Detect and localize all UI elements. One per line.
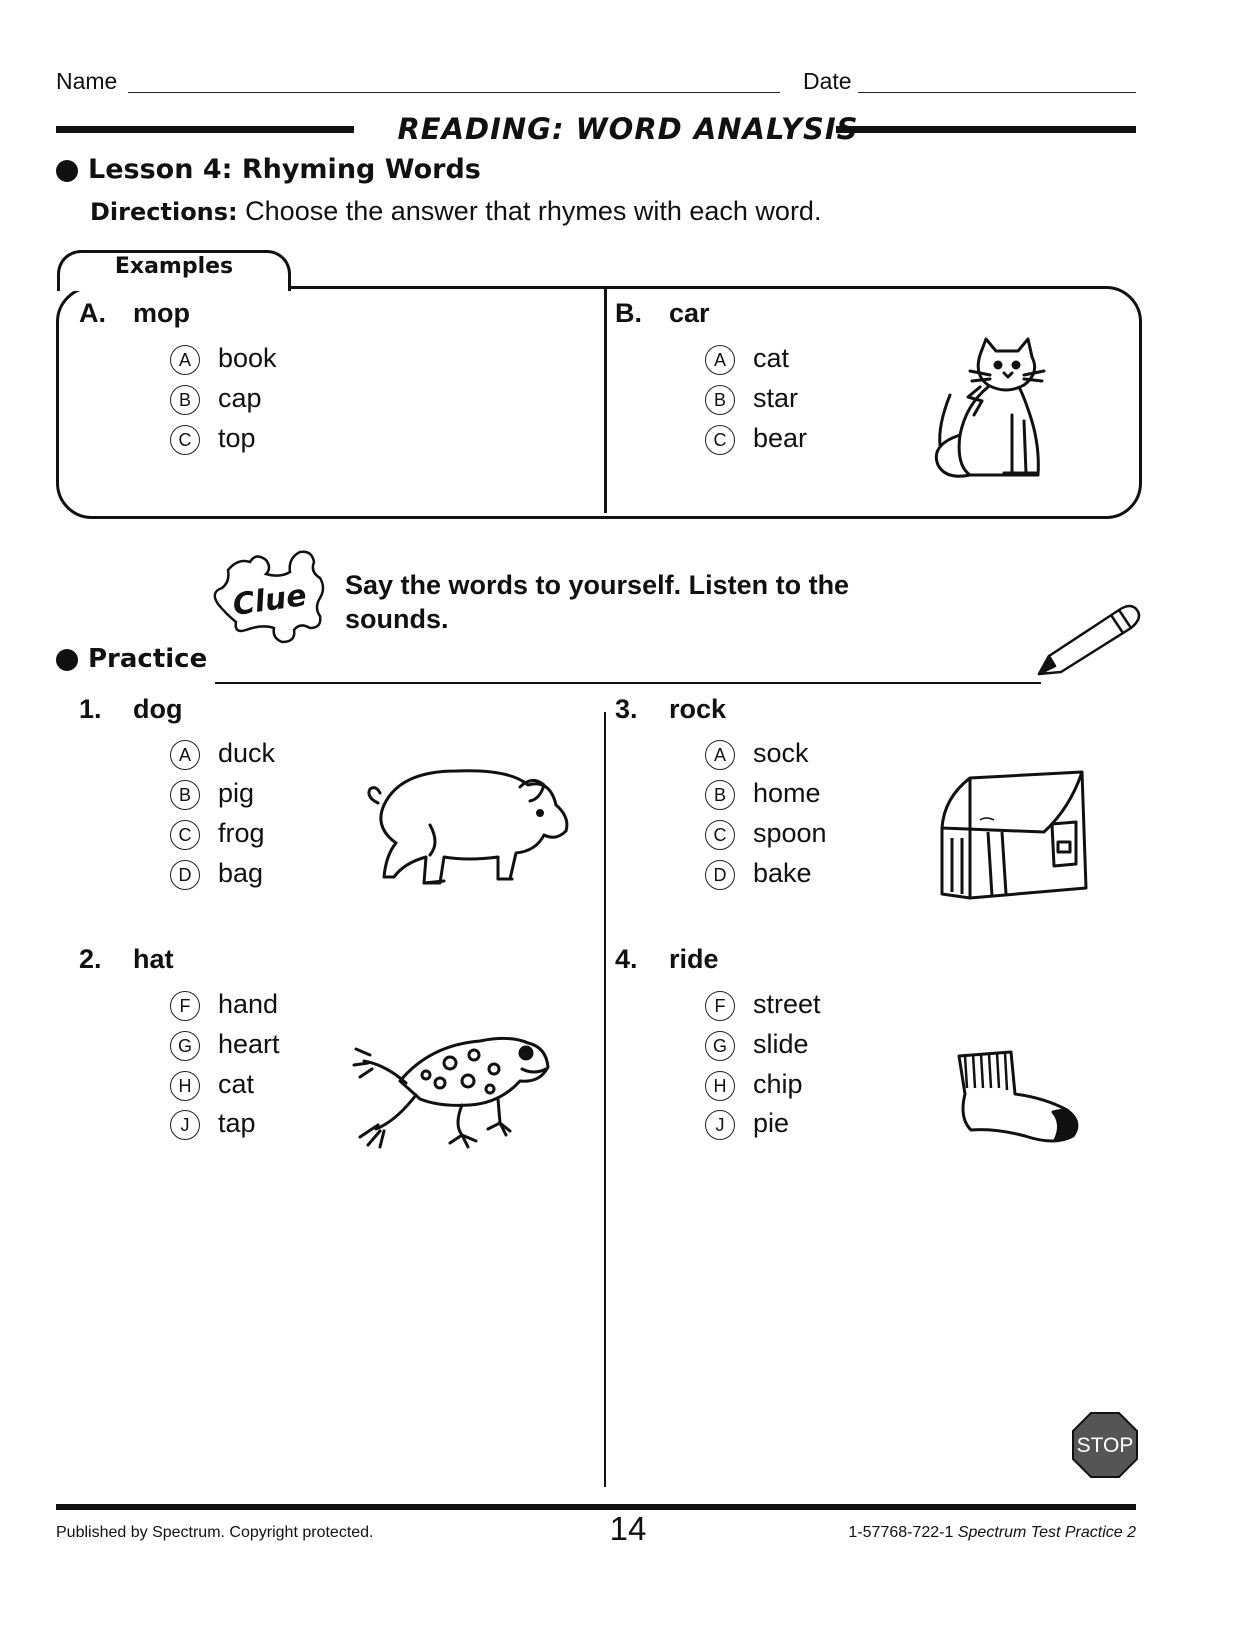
section-title: READING: WORD ANALYSIS bbox=[397, 112, 859, 146]
directions bbox=[90, 196, 821, 227]
question-3-label: 3. bbox=[615, 694, 638, 724]
answer-bubble[interactable]: B bbox=[170, 780, 200, 810]
option-text: duck bbox=[218, 738, 276, 768]
answer-bubble[interactable]: C bbox=[705, 820, 735, 850]
stop-sign-text: STOP bbox=[1076, 1434, 1134, 1457]
question-3-word: rock bbox=[669, 694, 727, 724]
cat-icon bbox=[920, 335, 1050, 485]
option-text: chip bbox=[753, 1069, 803, 1099]
date-label: Date bbox=[803, 68, 852, 94]
example-b-option-a[interactable] bbox=[705, 342, 789, 374]
question-4-option-j[interactable] bbox=[705, 1107, 789, 1139]
bullet-icon bbox=[56, 649, 78, 671]
question-1-option-d[interactable] bbox=[170, 857, 263, 889]
question-1-option-c[interactable] bbox=[170, 817, 265, 849]
footer-right bbox=[848, 1524, 1136, 1542]
question-2-option-f[interactable] bbox=[170, 988, 278, 1020]
answer-bubble[interactable]: A bbox=[170, 345, 200, 375]
question-4-option-f[interactable] bbox=[705, 988, 821, 1020]
footer-isbn: 1-57768-722-1 bbox=[848, 1524, 954, 1541]
example-b-prompt bbox=[615, 298, 710, 329]
question-1-word: dog bbox=[133, 694, 183, 724]
option-text: hand bbox=[218, 989, 279, 1019]
example-a-word: mop bbox=[133, 298, 190, 328]
option-text: sock bbox=[753, 738, 809, 768]
answer-bubble[interactable]: A bbox=[705, 740, 735, 770]
clue-text-line-2: sounds. bbox=[345, 604, 449, 634]
option-text: pig bbox=[218, 778, 255, 808]
question-3-option-d[interactable] bbox=[705, 857, 812, 889]
option-text: slide bbox=[753, 1029, 809, 1059]
lesson-title-row bbox=[56, 154, 481, 185]
answer-bubble[interactable]: C bbox=[170, 425, 200, 455]
frog-icon bbox=[350, 1025, 565, 1165]
example-a-prompt bbox=[79, 298, 190, 329]
footer-series: Spectrum Test Practice 2 bbox=[957, 1524, 1136, 1541]
page-number: 14 bbox=[609, 1510, 647, 1547]
example-a-option-a[interactable] bbox=[170, 342, 277, 374]
question-1-label: 1. bbox=[79, 694, 102, 724]
examples-divider bbox=[604, 287, 607, 513]
practice-rule bbox=[215, 682, 1041, 684]
answer-bubble[interactable]: G bbox=[705, 1031, 735, 1061]
lesson-title: Lesson 4: Rhyming Words bbox=[88, 154, 481, 185]
option-text: bag bbox=[218, 858, 264, 888]
option-text: cat bbox=[218, 1069, 255, 1099]
option-text: book bbox=[218, 343, 277, 373]
directions-label: Directions: bbox=[90, 198, 238, 226]
answer-bubble[interactable]: J bbox=[170, 1110, 200, 1140]
name-label: Name bbox=[56, 68, 118, 94]
answer-bubble[interactable]: D bbox=[705, 860, 735, 890]
examples-tab: Examples bbox=[57, 250, 291, 291]
answer-bubble[interactable]: C bbox=[705, 425, 735, 455]
pig-icon bbox=[360, 765, 575, 895]
question-2-label: 2. bbox=[79, 944, 102, 974]
name-field-row bbox=[56, 68, 117, 95]
example-b-option-c[interactable] bbox=[705, 422, 807, 454]
bullet-icon bbox=[56, 160, 78, 182]
option-text: heart bbox=[218, 1029, 280, 1059]
question-4-word: ride bbox=[669, 944, 719, 974]
example-b-label: B. bbox=[615, 298, 642, 328]
question-1-option-b[interactable] bbox=[170, 777, 254, 809]
option-text: home bbox=[753, 778, 821, 808]
option-text: bake bbox=[753, 858, 812, 888]
answer-bubble[interactable]: B bbox=[705, 385, 735, 415]
clue-puzzle-icon bbox=[210, 548, 330, 646]
question-3-option-b[interactable] bbox=[705, 777, 821, 809]
backpack-icon bbox=[940, 768, 1100, 908]
answer-bubble[interactable]: F bbox=[705, 991, 735, 1021]
question-4-label: 4. bbox=[615, 944, 638, 974]
answer-bubble[interactable]: F bbox=[170, 991, 200, 1021]
answer-bubble[interactable]: H bbox=[705, 1071, 735, 1101]
question-3-option-a[interactable] bbox=[705, 737, 809, 769]
question-3-option-c[interactable] bbox=[705, 817, 827, 849]
directions-text: Choose the answer that rhymes with each word. bbox=[245, 196, 822, 226]
name-input-line[interactable] bbox=[128, 92, 780, 93]
answer-bubble[interactable]: G bbox=[170, 1031, 200, 1061]
pencil-icon bbox=[1035, 600, 1145, 680]
option-text: cap bbox=[218, 383, 262, 413]
date-input-line[interactable] bbox=[858, 92, 1136, 93]
clue-text-line-1: Say the words to yourself. Listen to the bbox=[345, 570, 850, 600]
clue-text bbox=[345, 568, 905, 636]
practice-title: Practice bbox=[88, 644, 208, 674]
option-text: tap bbox=[218, 1108, 256, 1138]
answer-bubble[interactable]: A bbox=[705, 345, 735, 375]
question-4-option-h[interactable] bbox=[705, 1068, 803, 1100]
example-a-label: A. bbox=[79, 298, 106, 328]
practice-title-row bbox=[56, 644, 207, 674]
answer-bubble[interactable]: C bbox=[170, 820, 200, 850]
answer-bubble[interactable]: D bbox=[170, 860, 200, 890]
answer-bubble[interactable]: B bbox=[170, 385, 200, 415]
question-4-prompt bbox=[615, 944, 719, 975]
clue-badge-text: Clue bbox=[230, 578, 309, 624]
option-text: frog bbox=[218, 818, 265, 848]
answer-bubble[interactable]: B bbox=[705, 780, 735, 810]
question-1-prompt bbox=[79, 694, 182, 725]
question-2-option-g[interactable] bbox=[170, 1028, 280, 1060]
example-a-option-c[interactable] bbox=[170, 422, 256, 454]
option-text: spoon bbox=[753, 818, 827, 848]
option-text: top bbox=[218, 423, 256, 453]
option-text: street bbox=[753, 989, 821, 1019]
option-text: pie bbox=[753, 1108, 790, 1138]
question-2-word: hat bbox=[133, 944, 174, 974]
question-2-prompt bbox=[79, 944, 174, 975]
example-a-option-b[interactable] bbox=[170, 382, 262, 414]
question-3-prompt bbox=[615, 694, 726, 725]
sock-icon bbox=[955, 1048, 1085, 1148]
option-text: bear bbox=[753, 423, 808, 453]
practice-column-divider bbox=[604, 712, 606, 1487]
question-2-option-j[interactable] bbox=[170, 1107, 256, 1139]
footer-publisher: Published by Spectrum. Copyright protected. bbox=[56, 1524, 374, 1541]
example-b-option-b[interactable] bbox=[705, 382, 798, 414]
answer-bubble[interactable]: J bbox=[705, 1110, 735, 1140]
example-b-word: car bbox=[669, 298, 710, 328]
stop-sign-icon bbox=[1072, 1412, 1138, 1478]
question-4-option-g[interactable] bbox=[705, 1028, 809, 1060]
question-1-option-a[interactable] bbox=[170, 737, 275, 769]
question-2-option-h[interactable] bbox=[170, 1068, 254, 1100]
option-text: cat bbox=[753, 343, 790, 373]
answer-bubble[interactable]: A bbox=[170, 740, 200, 770]
answer-bubble[interactable]: H bbox=[170, 1071, 200, 1101]
option-text: star bbox=[753, 383, 799, 413]
